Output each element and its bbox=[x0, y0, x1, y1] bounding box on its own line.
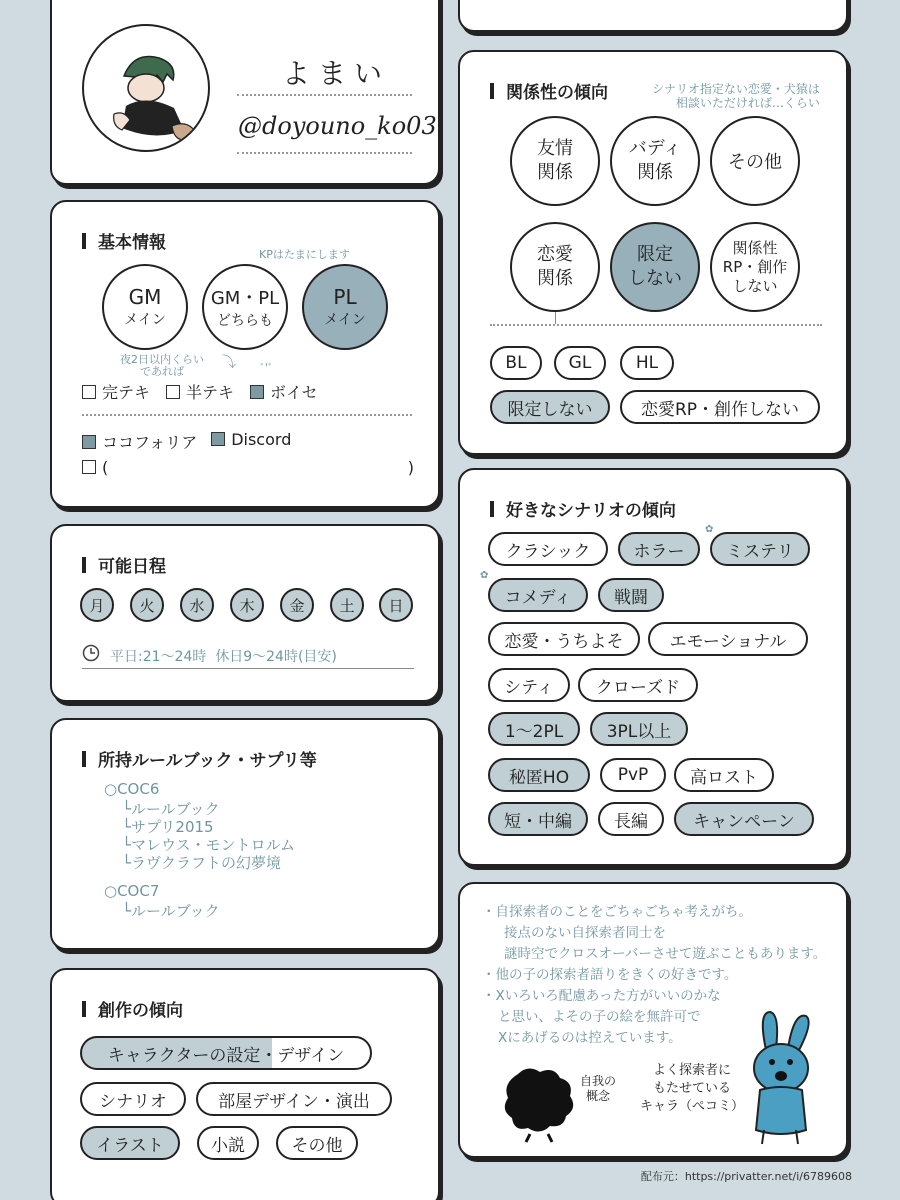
day-mon[interactable]: 月 bbox=[80, 588, 114, 622]
avatar bbox=[82, 24, 210, 152]
scenario-comedy[interactable]: コメディ bbox=[488, 578, 588, 612]
scenario-card bbox=[458, 468, 848, 866]
section-title: 所持ルールブック・サプリ等 bbox=[82, 746, 317, 771]
scenario-secret-ho[interactable]: 秘匿HO bbox=[488, 758, 590, 792]
rule-item: └ルールブック bbox=[122, 800, 220, 818]
scenario-high-lost[interactable]: 高ロスト bbox=[674, 758, 774, 792]
relation-unlimited[interactable]: 限定 しない bbox=[610, 222, 700, 312]
rule-coc6: ○COC6 bbox=[104, 780, 160, 798]
scenario-1-2pl[interactable]: 1〜2PL bbox=[488, 712, 580, 746]
section-title: 可能日程 bbox=[82, 552, 166, 577]
relation-buddy[interactable]: バディ 関係 bbox=[610, 116, 700, 206]
role-gm-pl[interactable]: GM・PL どちらも bbox=[202, 264, 288, 350]
creation-card bbox=[50, 968, 440, 1200]
day-wed[interactable]: 水 bbox=[180, 588, 214, 622]
section-title: 創作の傾向 bbox=[82, 996, 183, 1021]
black-blob-character bbox=[500, 1064, 580, 1148]
play-style-row bbox=[82, 380, 318, 403]
rule-item: └ラヴクラフトの幻夢境 bbox=[122, 854, 282, 872]
scenario-classic[interactable]: クラシック bbox=[488, 532, 608, 566]
scenario-mystery[interactable]: ミステリ bbox=[710, 532, 810, 566]
day-sun[interactable]: 日 bbox=[379, 588, 413, 622]
section-title: 好きなシナリオの傾向 bbox=[490, 496, 676, 521]
relation-friendship[interactable]: 友情 関係 bbox=[510, 116, 600, 206]
creation-novel[interactable]: 小説 bbox=[197, 1126, 259, 1160]
relation-romance[interactable]: 恋愛 関係 bbox=[510, 222, 600, 312]
day-thu[interactable]: 木 bbox=[230, 588, 264, 622]
notes-card bbox=[458, 882, 848, 1158]
day-tue[interactable]: 火 bbox=[130, 588, 164, 622]
rule-coc7: ○COC7 bbox=[104, 882, 160, 900]
creation-scenario[interactable]: シナリオ bbox=[80, 1082, 186, 1116]
section-title: 関係性の傾向 bbox=[490, 78, 608, 103]
paw-icon: ✿ bbox=[480, 570, 489, 581]
rule-item: └サプリ2015 bbox=[122, 818, 214, 836]
scenario-long[interactable]: 長編 bbox=[598, 802, 664, 836]
role-gm-main[interactable]: GM メイン bbox=[102, 264, 188, 350]
rule-item: └ルールブック bbox=[122, 902, 220, 920]
scenario-campaign[interactable]: キャンペーン bbox=[674, 802, 814, 836]
footer-credit[interactable]: 配布元：https://privatter.net/i/6789608 bbox=[640, 1170, 852, 1183]
arrow-icon: ⤵ bbox=[222, 355, 236, 371]
clock-icon bbox=[82, 644, 100, 666]
night-note: 夜2日以内くらい であれば bbox=[120, 353, 204, 378]
tool-discord[interactable]: Discord bbox=[211, 430, 291, 453]
scenario-romance[interactable]: 恋愛・うちよそ bbox=[488, 622, 640, 656]
character-label: よく探索者に もたせている キャラ（ぺコミ） bbox=[640, 1063, 745, 1114]
tool-other[interactable]: ( ) bbox=[82, 458, 414, 477]
paw-icon: ✿ bbox=[705, 524, 714, 535]
relation-note: シナリオ指定ない恋愛・犬猿は 相談いただければ…くらい bbox=[652, 82, 820, 110]
day-fri[interactable]: 金 bbox=[280, 588, 314, 622]
top-right-card bbox=[458, 0, 848, 32]
day-sat[interactable]: 土 bbox=[330, 588, 364, 622]
tools-row bbox=[82, 430, 291, 453]
kp-note: KPはたまにします bbox=[259, 248, 350, 261]
scenario-horror[interactable]: ホラー bbox=[618, 532, 700, 566]
rule-item: └マレウス・モントロルム bbox=[122, 836, 295, 854]
relation-hl[interactable]: HL bbox=[620, 346, 674, 380]
scenario-pvp[interactable]: PvP bbox=[600, 758, 666, 792]
scenario-closed[interactable]: クローズド bbox=[578, 668, 698, 702]
style-hanteki[interactable]: 半テキ bbox=[166, 380, 234, 403]
scenario-city[interactable]: シティ bbox=[488, 668, 570, 702]
relation-unlimited-pill[interactable]: 限定しない bbox=[490, 390, 610, 424]
sparkle-icon: ﾞ'ﾞ bbox=[260, 362, 274, 375]
relation-card bbox=[458, 50, 848, 455]
schedule-time: 平日:21〜24時 休日9〜24時(目安) bbox=[110, 649, 337, 665]
self-concept-label: 自我の 概念 bbox=[580, 1074, 617, 1103]
role-pl-main[interactable]: PL メイン bbox=[302, 264, 388, 350]
profile-name: よまい bbox=[282, 57, 391, 90]
style-voice[interactable]: ボイセ bbox=[250, 380, 318, 403]
style-kanteki[interactable]: 完テキ bbox=[82, 380, 150, 403]
creation-room[interactable]: 部屋デザイン・演出 bbox=[196, 1082, 392, 1116]
section-title: 基本情報 bbox=[82, 228, 166, 253]
profile-handle: @doyouno_ko03 bbox=[238, 112, 437, 140]
basic-info-card bbox=[50, 200, 440, 508]
relation-gl[interactable]: GL bbox=[554, 346, 606, 380]
scenario-emotional[interactable]: エモーショナル bbox=[648, 622, 808, 656]
relation-bl[interactable]: BL bbox=[490, 346, 542, 380]
profile-card bbox=[50, 0, 440, 185]
creation-other[interactable]: その他 bbox=[276, 1126, 358, 1160]
scenario-battle[interactable]: 戦闘 bbox=[598, 578, 664, 612]
tool-cocofolia[interactable]: ココフォリア bbox=[82, 430, 197, 453]
creation-character[interactable]: キャラクターの設定・デザイン bbox=[80, 1036, 372, 1070]
relation-no-rp[interactable]: 関係性 RP・創作 しない bbox=[710, 222, 800, 312]
notes-text: ・自探索者のことをごちゃごちゃ考えがち。 接点のない自探索者同士を 謎時空でクロスオーバーさせて遊ぶこともあります。 ・他の子の探索者語りをきくの好きです。 ・Xいろいろ配慮あった方がいいのかな と思い、よその子の絵を無許可で Xにあげるのは控えています。 bbox=[482, 904, 827, 1046]
rulebook-card bbox=[50, 718, 440, 950]
scenario-3pl[interactable]: 3PL以上 bbox=[590, 712, 688, 746]
scenario-short-mid[interactable]: 短・中編 bbox=[488, 802, 588, 836]
relation-no-romance-pill[interactable]: 恋愛RP・創作しない bbox=[620, 390, 820, 424]
schedule-card bbox=[50, 524, 440, 702]
relation-other[interactable]: その他 bbox=[710, 116, 800, 206]
blue-rabbit-character bbox=[740, 1010, 822, 1154]
creation-illust[interactable]: イラスト bbox=[80, 1126, 180, 1160]
